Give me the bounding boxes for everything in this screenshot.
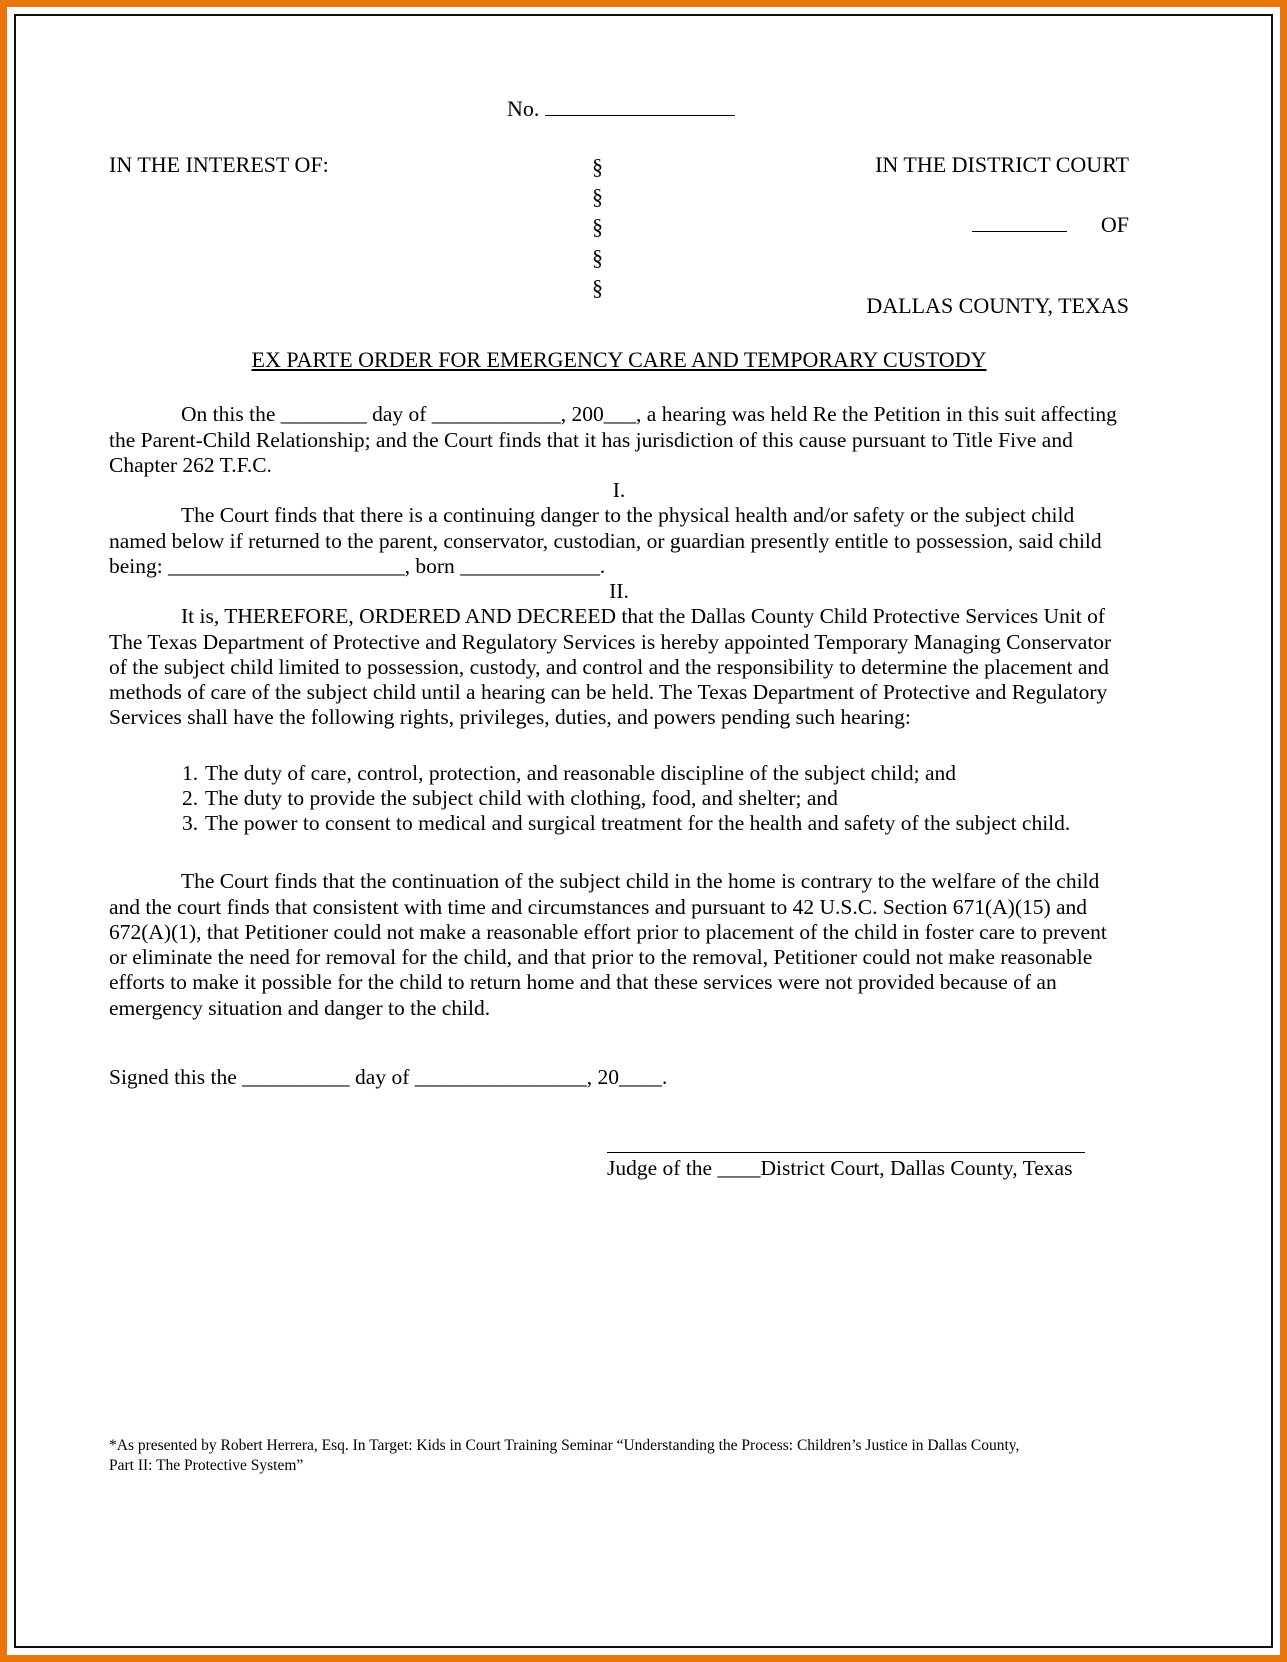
section-i-body: The Court finds that there is a continuing danger to the physical health and/or safety or the subject child named below if returned to the parent, conservator, custodian, or guardian presently entitle to possession, said child being: ______________________, born _____________.: [109, 503, 1102, 578]
county-label: DALLAS COUNTY, TEXAS: [866, 292, 1129, 318]
cause-number-label: No.: [507, 96, 540, 121]
footnote-line-1: *As presented by Robert Herrera, Esq. In Target: Kids in Court Training Seminar “Understanding the Process: Children’s Justice in Dallas County,: [109, 1437, 1020, 1454]
section-symbol: §: [592, 153, 603, 179]
list-item: [109, 811, 1129, 836]
judge-signature-rule[interactable]: [607, 1152, 1085, 1153]
list-item: [109, 761, 1129, 786]
findings-paragraph: The Court finds that the continuation of the subject child in the home is contrary to the welfare of the child and the court finds that consistent with time and circumstances and pursuant to 42 U.S.C. Section 671(A)(15) and 672(A)(1), that Petitioner could not make a reasonable effort prior to placement of the child in foster care to prevent or eliminate the need for removal for the child, and that prior to the removal, Petitioner could not make reasonable efforts to make it possible for the child to return home and that these services were not provided because of an emergency situation and danger to the child.: [109, 869, 1107, 1020]
section-symbol: §: [592, 183, 603, 209]
cause-number-blank[interactable]: [545, 115, 735, 116]
district-court-label: IN THE DISTRICT COURT: [875, 151, 1129, 177]
judge-signature-block: [607, 1152, 1087, 1181]
section-numeral-i: I.: [612, 478, 626, 502]
document-sheet: [14, 14, 1273, 1648]
section-ii-body: It is, THEREFORE, ORDERED AND DECREED that the Dallas County Child Protective Services Unit of The Texas Department of Protective and Regulatory Services is hereby appointed Temporary Managing Conservator of the subject child limited to possession, custody, and control and the responsibility to determine the placement and methods of care of the subject child until a hearing can be held. The Texas Department of Protective and Regulatory Services shall have the following rights, privileges, duties, and powers pending such hearing:: [109, 604, 1112, 730]
list-item-number: 3.: [182, 811, 199, 835]
court-identification-block: [799, 152, 1129, 319]
document-content: [109, 96, 1129, 1181]
judge-caption: Judge of the ____District Court, Dallas County, Texas: [607, 1155, 1073, 1180]
list-item-text: The power to consent to medical and surgical treatment for the health and safety of the subject child.: [205, 811, 1071, 835]
section-symbol-column: [592, 152, 603, 304]
page-title: [109, 347, 1129, 373]
list-item-text: The duty of care, control, protection, and reasonable discipline of the subject child; and: [205, 760, 957, 785]
list-item-text: The duty to provide the subject child with clothing, food, and shelter; and: [205, 785, 838, 810]
list-item-number: 2.: [182, 785, 199, 810]
powers-list: [109, 761, 1129, 837]
section-symbol: §: [592, 214, 603, 240]
in-the-interest-of-label: IN THE INTEREST OF:: [109, 151, 329, 177]
list-item: [109, 786, 1129, 811]
list-item-number: 1.: [182, 760, 199, 785]
section-numeral-ii: II.: [609, 579, 629, 603]
spacer: [109, 836, 1129, 869]
section-symbol: §: [592, 244, 603, 270]
court-number-blank[interactable]: [972, 231, 1067, 232]
section-symbol: §: [592, 275, 603, 301]
page-title-text: EX PARTE ORDER FOR EMERGENCY CARE AND TEMPORARY CUSTODY: [251, 346, 987, 372]
intro-paragraph: On this the ________ day of ____________, 200___, a hearing was held Re the Petition in this suit affecting the Parent-Child Relationship; and the Court finds that it has jurisdiction of this cause pursuant to Title Five and Chapter 262 T.F.C.: [109, 402, 1117, 477]
caption-block: [109, 152, 1129, 327]
court-number-line: [799, 212, 1129, 238]
footnote: [109, 1436, 1069, 1476]
of-label: OF: [1100, 212, 1129, 238]
footnote-line-2: Part II: The Protective System”: [109, 1456, 304, 1474]
cause-number-line: [109, 96, 1129, 122]
signed-date-line: Signed this the __________ day of ________________, 20____.: [109, 1064, 668, 1089]
